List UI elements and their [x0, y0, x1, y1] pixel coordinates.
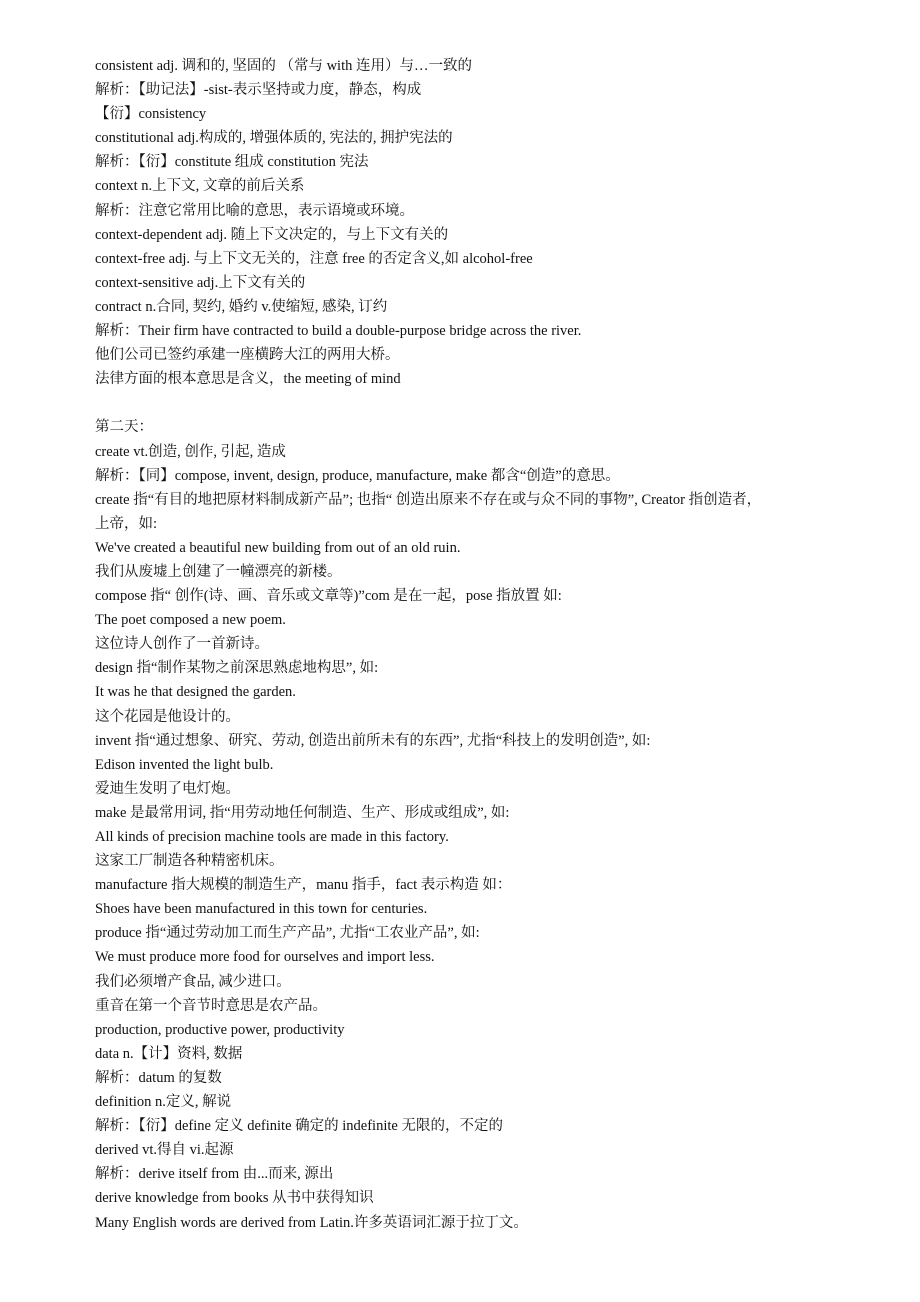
text-line: 这家工厂制造各种精密机床。	[95, 853, 284, 870]
text-line: data n.【计】资料, 数据	[95, 1045, 243, 1062]
text-line: 解析：Their firm have contracted to build a double-purpose bridge across the river.	[95, 323, 582, 340]
text-line: 解析：【助记法】-sist-表示坚持或力度，静态，构成	[95, 82, 422, 99]
text-line: It was he that designed the garden.	[95, 684, 296, 701]
document-page	[95, 54, 895, 1235]
text-line: 【衍】consistency	[95, 106, 207, 123]
text-line: We've created a beautiful new building from out of an old ruin.	[95, 539, 461, 556]
text-line: 他们公司已签约承建一座横跨大江的两用大桥。	[95, 347, 400, 364]
text-line: context n.上下文, 文章的前后关系	[95, 178, 305, 195]
text-line: 我们必须增产食品, 减少进口。	[95, 973, 291, 990]
text-line: compose 指“ 创作(诗、画、音乐或文章等)”com 是在一起，pose 指放置 如:	[95, 588, 562, 605]
text-line: definition n.定义, 解说	[95, 1094, 232, 1111]
text-line: invent 指“通过想象、研究、劳动, 创造出前所未有的东西”, 尤指“科技上的发明创造”, 如:	[95, 732, 651, 749]
text-line: production, productive power, productivity	[95, 1021, 345, 1038]
text-line: 这个花园是他设计的。	[95, 708, 240, 725]
blank-line	[95, 391, 895, 415]
text-line: Shoes have been manufactured in this town for centuries.	[95, 901, 428, 918]
text-line: make 是最常用词, 指“用劳动地任何制造、生产、形成或组成”, 如:	[95, 804, 510, 821]
text-line: 我们从废墟上创建了一幢漂亮的新楼。	[95, 563, 342, 580]
text-line: 解析：derive itself from 由...而来, 源出	[95, 1166, 334, 1183]
text-line: derived vt.得自 vi.起源	[95, 1142, 234, 1159]
text-line: 第二天：	[95, 419, 153, 436]
text-line: All kinds of precision machine tools are made in this factory.	[95, 829, 449, 845]
text-line: 解析：datum 的复数	[95, 1069, 222, 1086]
text-line: We must produce more food for ourselves and import less.	[95, 949, 435, 966]
text-line: The poet composed a new poem.	[95, 612, 286, 629]
text-line: Many English words are derived from Latin.许多英语词汇源于拉丁文。	[95, 1214, 528, 1231]
text-line: context-sensitive adj.上下文有关的	[95, 274, 306, 291]
text-line: consistent adj. 调和的, 坚固的 （常与 with 连用）与…一致的	[95, 58, 472, 74]
text-line: Edison invented the light bulb.	[95, 756, 274, 773]
text-line: manufacture 指大规模的制造生产，manu 指手，fact 表示构造 如：	[95, 877, 512, 894]
text-line: 爱迪生发明了电灯炮。	[95, 780, 240, 797]
text-line: create 指“有目的地把原材料制成新产品”; 也指“ 创造出原来不存在或与众不同的事物”, Creator 指创造者，	[95, 491, 762, 508]
text-line: produce 指“通过劳动加工而生产产品”, 尤指“工农业产品”, 如:	[95, 925, 480, 942]
text-line: derive knowledge from books 从书中获得知识	[95, 1190, 374, 1207]
text-line: 法律方面的根本意思是含义，the meeting of mind	[95, 371, 401, 388]
text-line: create vt.创造, 创作, 引起, 造成	[95, 443, 286, 460]
text-line: 这位诗人创作了一首新诗。	[95, 636, 269, 653]
text-line: constitutional adj.构成的, 增强体质的, 宪法的, 拥护宪法的	[95, 130, 453, 147]
text-line: 重音在第一个音节时意思是农产品。	[95, 997, 327, 1014]
text-line: design 指“制作某物之前深思熟虑地构思”, 如:	[95, 660, 379, 677]
text-line: context-free adj. 与上下文无关的，注意 free 的否定含义,如 alcohol-free	[95, 250, 533, 267]
text-line: contract n.合同, 契约, 婚约 v.使缩短, 感染, 订约	[95, 298, 388, 315]
text-line: 解析：【同】compose, invent, design, produce, manufacture, make 都含“创造”的意思。	[95, 467, 620, 484]
text-line: 上帝，如:	[95, 515, 158, 532]
text-line: 解析：注意它常用比喻的意思，表示语境或环境。	[95, 202, 414, 219]
text-line: context-dependent adj. 随上下文决定的，与上下文有关的	[95, 226, 449, 243]
text-line: 解析：【衍】constitute 组成 constitution 宪法	[95, 154, 369, 171]
text-line: 解析：【衍】define 定义 definite 确定的 indefinite 无限的，不定的	[95, 1118, 503, 1135]
